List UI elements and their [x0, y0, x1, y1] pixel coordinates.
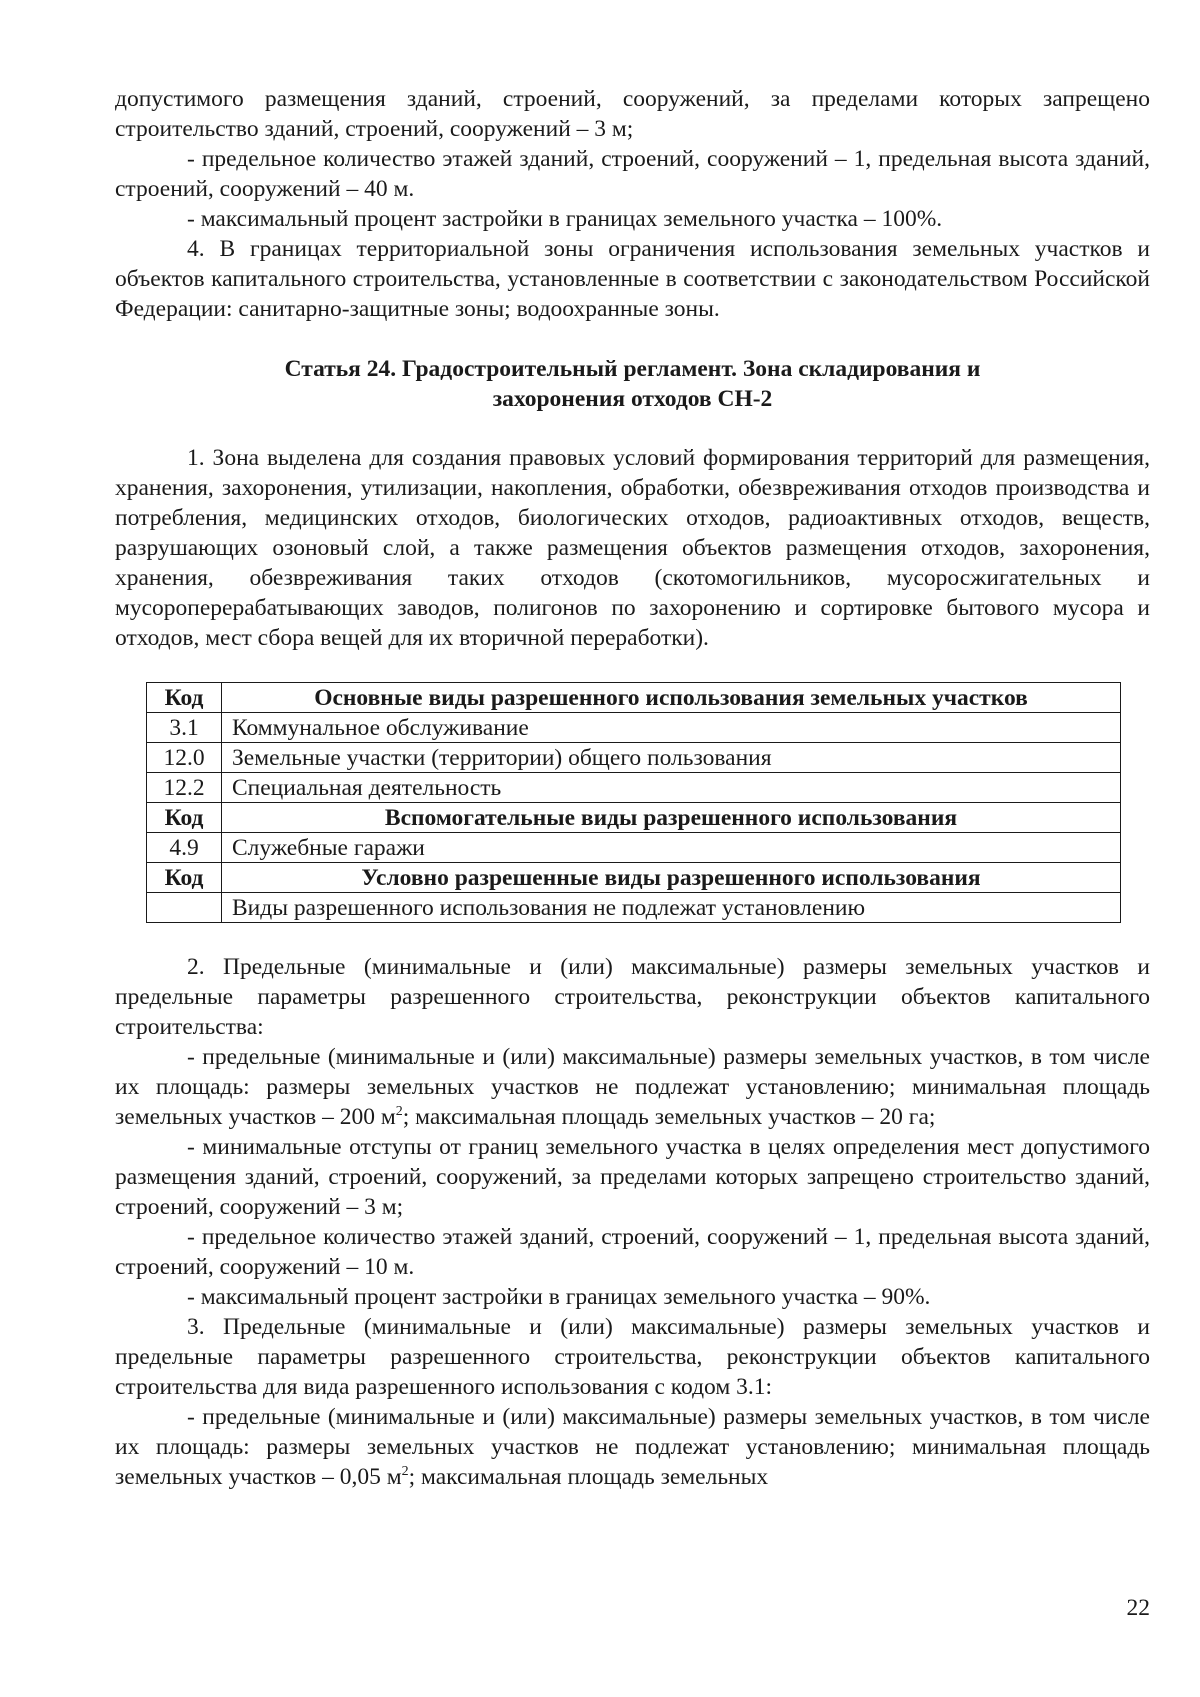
- paragraph: - максимальный процент застройки в границах земельного участка – 100%.: [187, 206, 943, 232]
- table-row: [147, 893, 1121, 923]
- article-title-line: Статья 24. Градостроительный регламент. Зона складирования и: [284, 356, 981, 382]
- paragraph: 4. В границах территориальной зоны ограничения использования земельных участков и объектов капитального строительства, установленные в соответствии с законодательством Российской Федерации: санитарно-защитные зоны; водоохранные зоны.: [115, 236, 1150, 322]
- table-row: [147, 773, 1121, 803]
- text-cell: Коммунальное обслуживание: [222, 713, 1121, 743]
- code-cell: 4.9: [147, 833, 222, 863]
- header-title-cell: Основные виды разрешенного использования земельных участков: [222, 683, 1121, 713]
- table-header-row: [147, 863, 1121, 893]
- superscript: 2: [401, 1464, 409, 1480]
- table-row: [147, 713, 1121, 743]
- table-header-row: [147, 803, 1121, 833]
- header-code-cell: Код: [147, 683, 222, 713]
- paragraph-text: - предельные (минимальные и (или) максимальные) размеры земельных участков, в том числе их площадь: размеры земельных участков не подлежат установлению; минимальная площадь земельных участков – 200 м: [115, 1044, 1150, 1130]
- paragraph-text: - предельные (минимальные и (или) максимальные) размеры земельных участков, в том числе их площадь: размеры земельных участков не подлежат установлению; минимальная площадь земельных участков – 0,05 м: [115, 1404, 1150, 1490]
- paragraph-text: ; максимальная площадь земельных: [408, 1464, 769, 1490]
- paragraph: 1. Зона выделена для создания правовых условий формирования территорий для размещения, хранения, захоронения, утилизации, накопления, обработки, обезвреживания отходов производства и потребления, медицинских отходов, биологических отходов, радиоактивных отходов, веществ, разрушающих озоновый слой, а также размещения объектов размещения отходов, захоронения, хранения, обезвреживания таких отходов (скотомогильников, мусоросжигательных и мусороперерабатывающих заводов, полигонов по захоронению и сортировке бытового мусора и отходов, мест сбора вещей для их вторичной переработки).: [115, 445, 1150, 651]
- text-cell: Виды разрешенного использования не подлежат установлению: [222, 893, 1121, 923]
- article-title: [115, 354, 1150, 414]
- paragraph-text: ; максимальная площадь земельных участков – 20 га;: [402, 1104, 936, 1130]
- text-cell: Земельные участки (территории) общего пользования: [222, 743, 1121, 773]
- paragraph: - предельное количество этажей зданий, строений, сооружений – 1, предельная высота зданий, строений, сооружений – 10 м.: [115, 1224, 1150, 1280]
- superscript: 2: [395, 1104, 403, 1120]
- paragraph: - максимальный процент застройки в границах земельного участка – 90%.: [187, 1284, 931, 1310]
- code-cell: 12.2: [147, 773, 222, 803]
- code-cell: 3.1: [147, 713, 222, 743]
- text-cell: Специальная деятельность: [222, 773, 1121, 803]
- article-title-line: захоронения отходов СН-2: [492, 386, 773, 412]
- text-cell: Служебные гаражи: [222, 833, 1121, 863]
- paragraph: допустимого размещения зданий, строений, сооружений, за пределами которых запрещено строительство зданий, строений, сооружений – 3 м;: [115, 86, 1150, 142]
- document-page: [115, 84, 1150, 1492]
- table-row: [147, 743, 1121, 773]
- code-cell: 12.0: [147, 743, 222, 773]
- header-title-cell: Условно разрешенные виды разрешенного использования: [222, 863, 1121, 893]
- paragraph: 2. Предельные (минимальные и (или) максимальные) размеры земельных участков и предельные параметры разрешенного строительства, реконструкции объектов капитального строительства:: [115, 954, 1150, 1040]
- header-title-cell: Вспомогательные виды разрешенного использования: [222, 803, 1121, 833]
- paragraph: [115, 1402, 1150, 1492]
- paragraph: - предельное количество этажей зданий, строений, сооружений – 1, предельная высота зданий, строений, сооружений – 40 м.: [115, 146, 1150, 202]
- land-use-table: [146, 682, 1121, 923]
- table-row: [147, 833, 1121, 863]
- table-header-row: [147, 683, 1121, 713]
- paragraph: 3. Предельные (минимальные и (или) максимальные) размеры земельных участков и предельные параметры разрешенного строительства, реконструкции объектов капитального строительства для вида разрешенного использования с кодом 3.1:: [115, 1314, 1150, 1400]
- header-code-cell: Код: [147, 863, 222, 893]
- header-code-cell: Код: [147, 803, 222, 833]
- paragraph: [115, 1042, 1150, 1132]
- paragraph: - минимальные отступы от границ земельного участка в целях определения мест допустимого размещения зданий, строений, сооружений, за пределами которых запрещено строительство зданий, строений, сооружений – 3 м;: [115, 1134, 1150, 1220]
- page-number: 22: [1126, 1595, 1150, 1621]
- code-cell: [147, 893, 222, 923]
